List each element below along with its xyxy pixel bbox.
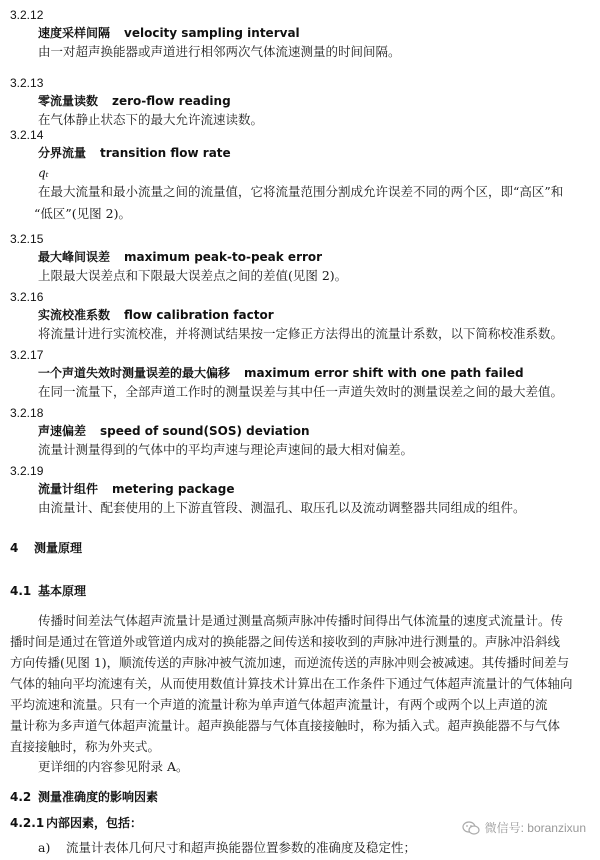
term-chinese: 分界流量: [38, 146, 87, 160]
term-english: metering package: [112, 482, 235, 496]
term-chinese: 声速偏差: [38, 424, 87, 438]
term-definition: 上限最大误差点和下限最大误差点之间的差值(见图 2)。: [38, 268, 348, 283]
term-chinese: 流量计组件: [38, 482, 99, 496]
term-english: velocity sampling interval: [124, 26, 300, 40]
watermark: [462, 819, 586, 836]
term-symbol: qₜ: [38, 166, 49, 180]
paragraph-line: 传播时间差法气体超声流量计是通过测量高频声脉冲传播时间得出气体流量的速度式流量计。传: [38, 613, 564, 628]
section-4-2-title: 测量准确度的影响因素: [38, 790, 159, 804]
list-item-text: 流量计表体几何尺寸和超声换能器位置参数的准确度及稳定性；: [66, 840, 417, 855]
term-title: [38, 250, 322, 264]
paragraph-line: 播时间是通过在管道外或管道内成对的换能器之间传送和接收到的声脉冲进行测量的。声脉冲沿斜线: [10, 634, 561, 649]
paragraph-line: 气体的轴向平均流速有关，从而使用数值计算技术计算出在工作条件下通过气体超声流量计的气体轴向: [10, 676, 573, 691]
principle-note: 更详细的内容参见附录 A。: [38, 759, 189, 774]
paragraph-line: 量计称为多声道气体超声流量计。超声换能器与气体直接接触时，称为插入式。超声换能器不与气体: [10, 718, 561, 733]
term-title: [38, 424, 310, 438]
term-definition: 在最大流量和最小流量之间的流量值，它将流量范围分割成允许误差不同的两个区，即“高区”和: [38, 184, 564, 199]
clause-number: 3.2.16: [10, 290, 44, 304]
clause-number: 3.2.15: [10, 232, 44, 246]
term-title: [38, 26, 300, 40]
term-chinese: 零流量读数: [38, 94, 99, 108]
watermark-text: 微信号: boranzixun: [484, 821, 586, 835]
paragraph-line: 直接接触时，称为外夹式。: [10, 739, 161, 754]
term-english: flow calibration factor: [124, 308, 274, 322]
section-4-1-title: 基本原理: [38, 584, 87, 598]
term-definition: “低区”(见图 2)。: [34, 206, 131, 221]
section-4-title: 测量原理: [34, 541, 83, 555]
clause-number: 3.2.14: [10, 128, 44, 142]
clause-number: 3.2.17: [10, 348, 44, 362]
term-chinese: 一个声道失效时测量误差的最大偏移: [38, 366, 231, 380]
term-title: [38, 146, 231, 160]
term-chinese: 实流校准系数: [38, 308, 111, 322]
section-4-2-number: 4.2: [10, 790, 32, 804]
term-english: transition flow rate: [100, 146, 231, 160]
term-english: maximum peak-to-peak error: [124, 250, 323, 264]
term-title: [38, 308, 274, 322]
section-4-1-number: 4.1: [10, 584, 32, 598]
list-item-label: a): [38, 840, 51, 855]
clause-number: 3.2.13: [10, 76, 44, 90]
clause-number: 3.2.18: [10, 406, 44, 420]
term-definition: 由一对超声换能器或声道进行相邻两次气体流速测量的时间间隔。: [38, 44, 401, 59]
term-title: [38, 366, 524, 380]
term-definition: 由流量计、配套使用的上下游直管段、测温孔、取压孔以及流动调整器共同组成的组件。: [38, 500, 526, 515]
term-english: speed of sound(SOS) deviation: [100, 424, 310, 438]
section-4-2-1-number: 4.2.1: [10, 816, 45, 830]
clause-number: 3.2.12: [10, 8, 44, 22]
term-definition: 流量计测量得到的气体中的平均声速与理论声速间的最大相对偏差。: [38, 442, 414, 457]
term-chinese: 最大峰间误差: [38, 250, 111, 264]
term-chinese: 速度采样间隔: [38, 26, 111, 40]
term-definition: 在同一流量下，全部声道工作时的测量误差与其中任一声道失效时的测量误差之间的最大差值。: [38, 384, 564, 399]
principle-paragraph: [10, 610, 588, 757]
term-definition: 将流量计进行实流校准，并将测试结果按一定修正方法得出的流量计系数，以下简称校准系数。: [38, 326, 564, 341]
term-english: maximum error shift with one path failed: [244, 366, 524, 380]
wechat-icon: [462, 820, 480, 836]
paragraph-line: 方向传播(见图 1)，顺流传送的声脉冲被气流加速，而逆流传送的声脉冲则会被减速。其传播时间差与: [10, 655, 570, 670]
section-4-number: 4: [10, 541, 19, 555]
section-4-2-1-title: 内部因素，包括：: [46, 816, 143, 830]
paragraph-line: 平均流速和流量。只有一个声道的流量计称为单声道气体超声流量计，有两个或两个以上声道的流: [10, 697, 548, 712]
term-title: [38, 94, 231, 108]
term-title: [38, 482, 234, 496]
clause-number: 3.2.19: [10, 464, 44, 478]
term-definition: 在气体静止状态下的最大允许流速读数。: [38, 112, 264, 127]
term-english: zero-flow reading: [112, 94, 231, 108]
